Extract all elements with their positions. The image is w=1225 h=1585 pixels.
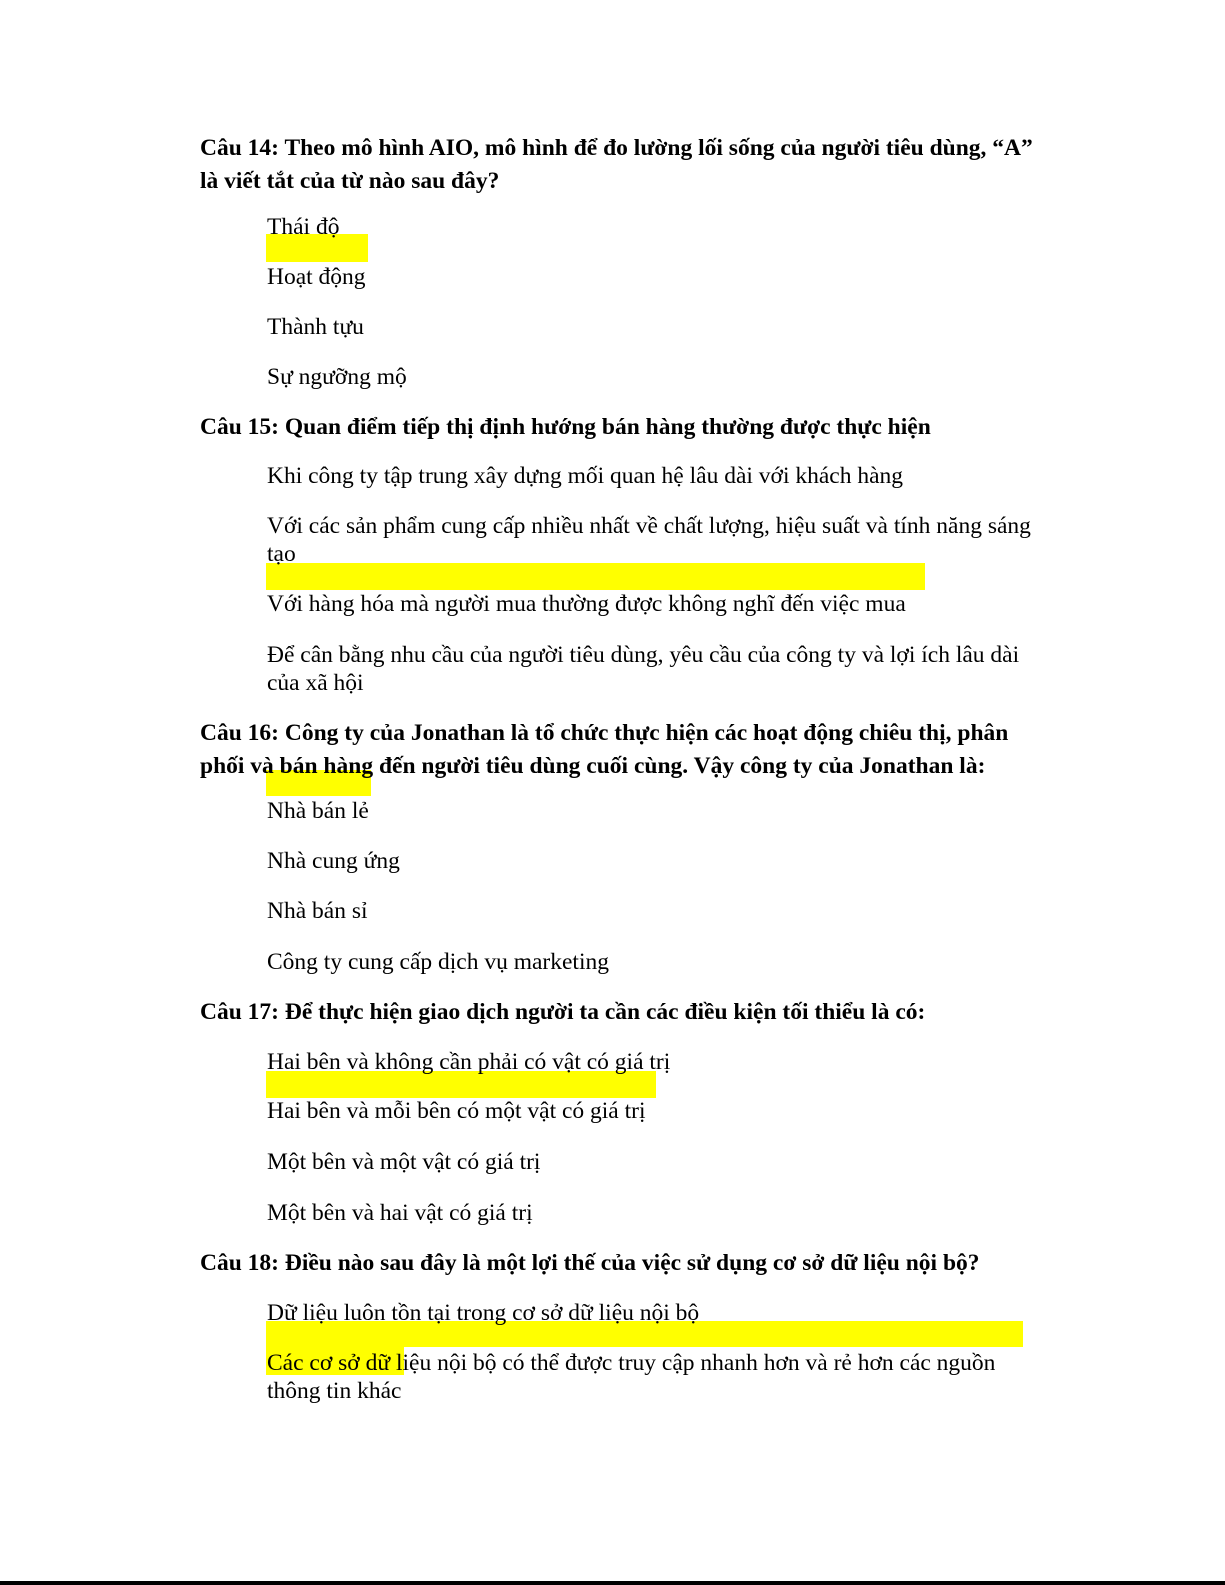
question-18: Câu 18: Điều nào sau đây là một lợi thế của việc sử dụng cơ sở dữ liệu nội bộ? bbox=[200, 1250, 980, 1276]
q14-option-3: Thành tựu bbox=[267, 314, 364, 340]
q17-option-1: Hai bên và không cần phải có vật có giá trị bbox=[267, 1049, 671, 1075]
q14-option-2: Hoạt động bbox=[267, 264, 366, 290]
question-16: Câu 16: Công ty của Jonathan là tổ chức thực hiện các hoạt động chiêu thị, phân phối và bán hàng đến người tiêu dùng cuối cùng. Vậy công ty của Jonathan là: bbox=[200, 720, 1009, 779]
q17-option-3: Một bên và một vật có giá trị bbox=[267, 1149, 541, 1175]
question-14: Câu 14: Theo mô hình AIO, mô hình để đo lường lối sống của người tiêu dùng, “A” là viết tắt của từ nào sau đây? bbox=[200, 135, 1033, 194]
q16-option-1: Nhà bán lẻ bbox=[267, 798, 369, 824]
q14-option-1: Thái độ bbox=[267, 214, 340, 240]
q15-option-4: Để cân bằng nhu cầu của người tiêu dùng, yêu cầu của công ty và lợi ích lâu dài của xã hội bbox=[267, 642, 1020, 696]
question-17: Câu 17: Để thực hiện giao dịch người ta cần các điều kiện tối thiểu là có: bbox=[200, 999, 926, 1025]
q15-option-1: Khi công ty tập trung xây dựng mối quan hệ lâu dài với khách hàng bbox=[267, 463, 904, 489]
q14-option-4: Sự ngưỡng mộ bbox=[267, 364, 407, 390]
q16-option-4: Công ty cung cấp dịch vụ marketing bbox=[267, 949, 609, 975]
q15-option-3: Với hàng hóa mà người mua thường được không nghĩ đến việc mua bbox=[267, 591, 906, 617]
question-15: Câu 15: Quan điểm tiếp thị định hướng bán hàng thường được thực hiện bbox=[200, 414, 931, 440]
q16-option-2: Nhà cung ứng bbox=[267, 848, 400, 874]
q17-option-2: Hai bên và mỗi bên có một vật có giá trị bbox=[267, 1098, 646, 1124]
q17-option-4: Một bên và hai vật có giá trị bbox=[267, 1200, 533, 1226]
q18-option-2: Các cơ sở dữ liệu nội bộ có thể được truy cập nhanh hơn và rẻ hơn các nguồn thông tin khác bbox=[267, 1350, 996, 1404]
q15-option-2: Với các sản phẩm cung cấp nhiều nhất về chất lượng, hiệu suất và tính năng sáng tạo bbox=[267, 513, 1031, 567]
q18-option-1: Dữ liệu luôn tồn tại trong cơ sở dữ liệu nội bộ bbox=[267, 1300, 700, 1326]
page-bottom-rule bbox=[0, 1581, 1225, 1585]
q16-option-3: Nhà bán sỉ bbox=[267, 898, 368, 924]
